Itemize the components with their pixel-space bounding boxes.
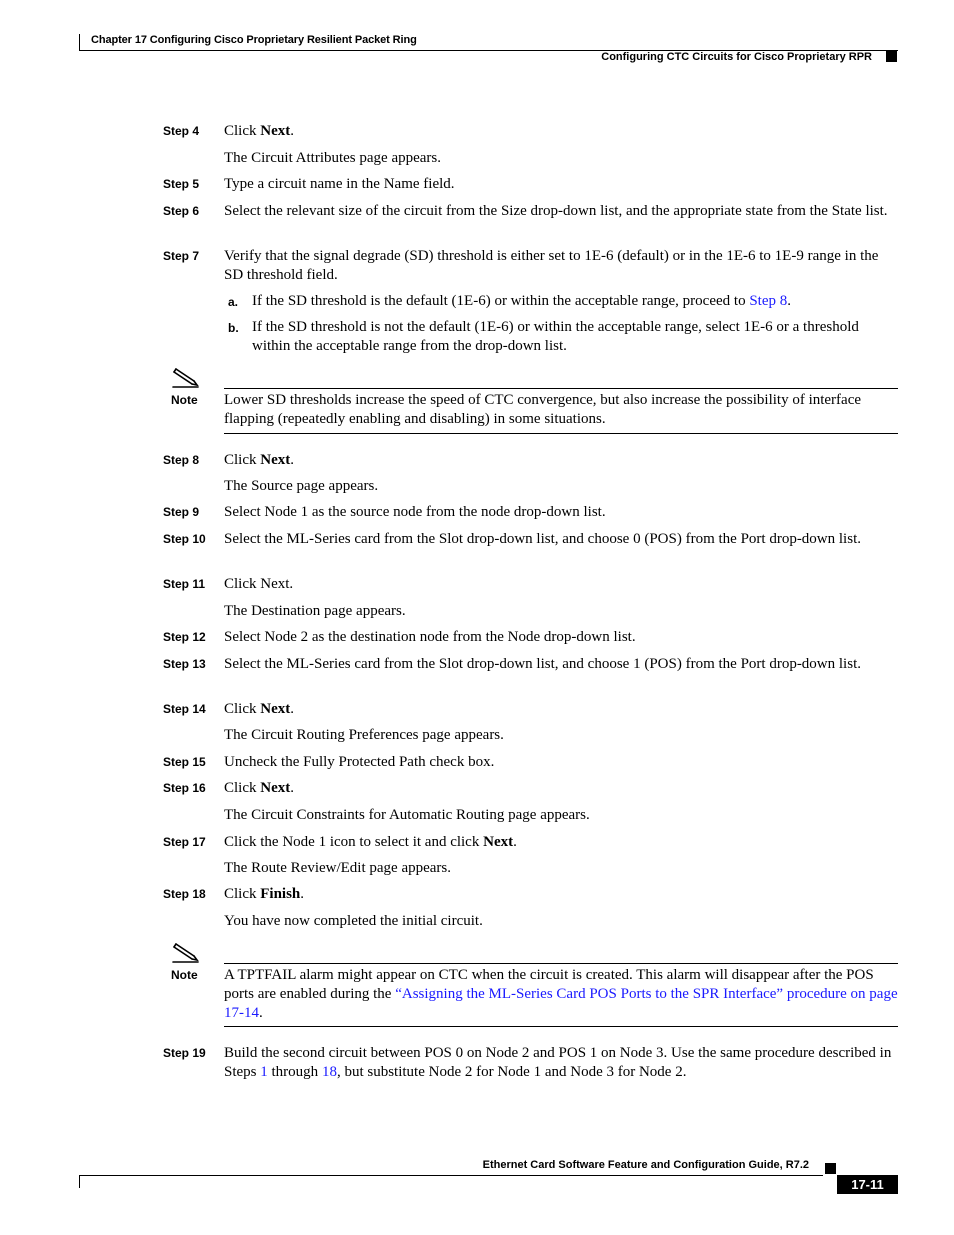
chapter-title: Chapter 17 Configuring Cisco Proprietary Resilient Packet Ring xyxy=(91,34,417,46)
step-7a-text: If the SD threshold is the default (1E-6) or within the acceptable range, proceed to Step 8. xyxy=(252,293,791,309)
section-title: Configuring CTC Circuits for Cisco Proprietary RPR xyxy=(601,51,872,63)
step-7b-text: If the SD threshold is not the default (1E-6) or within the acceptable range, select 1E-6 or a threshold within the acceptable range from the drop-down list. xyxy=(252,319,859,354)
step-8-link[interactable]: Step 8 xyxy=(749,293,788,309)
step-6-text: Select the relevant size of the circuit from the Size drop-down list, and the appropriate state from the State list. xyxy=(224,203,888,219)
step-1-link[interactable]: 1 xyxy=(260,1064,268,1080)
note-2-top-rule xyxy=(224,963,898,964)
step-11-result: The Destination page appears. xyxy=(224,603,406,619)
step-18-result: You have now completed the initial circuit. xyxy=(224,913,483,929)
step-17-result: The Route Review/Edit page appears. xyxy=(224,860,452,876)
step-13-text: Select the ML-Series card from the Slot drop-down list, and choose 1 (POS) from the Port drop-down list. xyxy=(224,656,861,672)
step-5-text: Type a circuit name in the Name field. xyxy=(224,176,455,192)
guide-title: Ethernet Card Software Feature and Configuration Guide, R7.2 xyxy=(482,1159,809,1171)
step-11-text: Click Next. xyxy=(224,576,294,592)
step-10-label: Step 10 xyxy=(163,532,206,546)
step-11-label: Step 11 xyxy=(163,577,206,591)
step-9-text: Select Node 1 as the source node from the node drop-down list. xyxy=(224,504,606,520)
step-9-label: Step 9 xyxy=(163,505,200,519)
step-18-text: Click Finish. xyxy=(224,886,305,902)
footer-left-bar xyxy=(79,1175,80,1188)
note-2-label: Note xyxy=(171,968,198,982)
step-6-label: Step 6 xyxy=(163,204,200,218)
step-7-text: Verify that the signal degrade (SD) threshold is either set to 1E-6 (default) or in the 1E-6 to 1E-9 range in the SD threshold field. xyxy=(224,248,879,283)
pencil-icon xyxy=(172,367,200,389)
note-2-bottom-rule xyxy=(224,1026,898,1027)
step-16-label: Step 16 xyxy=(163,781,206,795)
step-15-text: Uncheck the Fully Protected Path check box. xyxy=(224,754,495,770)
step-5-label: Step 5 xyxy=(163,177,200,191)
header-block xyxy=(886,51,897,62)
step-19-label: Step 19 xyxy=(163,1046,206,1060)
assigning-pos-ports-link[interactable]: “Assigning the ML-Series Card POS Ports to the SPR Interface” procedure on page 17-14 xyxy=(224,986,898,1021)
step-19-text: Build the second circuit between POS 0 on Node 2 and POS 1 on Node 3. Use the same procedure described in Steps 1 through 18, but substitute Node 2 for Node 1 and Node 3 for Node 2. xyxy=(224,1045,892,1080)
step-13-label: Step 13 xyxy=(163,657,206,671)
step-18-link[interactable]: 18 xyxy=(321,1064,337,1080)
step-16-result: The Circuit Constraints for Automatic Routing page appears. xyxy=(224,807,590,823)
step-17-text: Click the Node 1 icon to select it and click Next. xyxy=(224,834,517,850)
step-8-text: Click Next. xyxy=(224,452,294,468)
note-1-label: Note xyxy=(171,393,198,407)
step-4-result: The Circuit Attributes page appears. xyxy=(224,150,442,166)
pencil-icon xyxy=(172,942,200,964)
step-16-text: Click Next. xyxy=(224,780,294,796)
step-7b-label: b. xyxy=(228,321,239,335)
note-1-text: Lower SD thresholds increase the speed of CTC convergence, but also increase the possibility of interface flapping (repeatedly enabling and disabling) in some situations. xyxy=(224,392,862,427)
step-17-label: Step 17 xyxy=(163,835,206,849)
step-4-text: Click Next. xyxy=(224,123,294,139)
step-4-label: Step 4 xyxy=(163,124,200,138)
step-12-text: Select Node 2 as the destination node from the Node drop-down list. xyxy=(224,629,636,645)
page-number: 17-11 xyxy=(837,1175,898,1194)
footer-rule xyxy=(79,1175,823,1176)
header-left-bar xyxy=(79,34,80,51)
step-7-label: Step 7 xyxy=(163,249,200,263)
step-14-label: Step 14 xyxy=(163,702,206,716)
step-10-text: Select the ML-Series card from the Slot drop-down list, and choose 0 (POS) from the Port drop-down list. xyxy=(224,531,861,547)
step-12-label: Step 12 xyxy=(163,630,206,644)
step-15-label: Step 15 xyxy=(163,755,206,769)
step-14-text: Click Next. xyxy=(224,701,294,717)
footer-block xyxy=(825,1163,836,1174)
note-2-text: A TPTFAIL alarm might appear on CTC when the circuit is created. This alarm will disappear after the POS ports are enabled during the “Assigning the ML-Series Card POS Ports to the SPR Interface” procedure on page 17-14. xyxy=(224,967,898,1021)
step-18-label: Step 18 xyxy=(163,887,206,901)
step-8-result: The Source page appears. xyxy=(224,478,379,494)
step-14-result: The Circuit Routing Preferences page appears. xyxy=(224,727,504,743)
step-8-label: Step 8 xyxy=(163,453,200,467)
step-7a-label: a. xyxy=(228,295,239,309)
note-1-bottom-rule xyxy=(224,433,898,434)
note-1-top-rule xyxy=(224,388,898,389)
